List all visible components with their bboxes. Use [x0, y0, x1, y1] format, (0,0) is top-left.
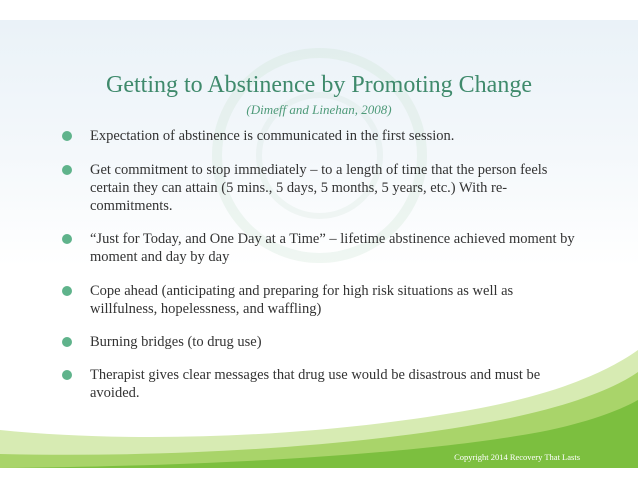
bullet-item	[62, 127, 582, 145]
bullet-dot-icon	[62, 337, 72, 347]
bullet-text: “Just for Today, and One Day at a Time” – lifetime abstinence achieved moment by moment and day by day	[90, 231, 575, 265]
bullet-dot-icon	[62, 165, 72, 175]
bullet-item	[62, 230, 582, 266]
bullet-item	[62, 333, 582, 351]
bullet-item	[62, 366, 582, 402]
bullet-dot-icon	[62, 370, 72, 380]
bullet-item	[62, 161, 582, 215]
bullet-item	[62, 282, 582, 318]
bullet-dot-icon	[62, 286, 72, 296]
slide-subtitle: (Dimeff and Linehan, 2008)	[246, 102, 392, 117]
slide-title: Getting to Abstinence by Promoting Change	[106, 72, 532, 98]
bullet-text: Burning bridges (to drug use)	[90, 334, 262, 350]
bullet-text: Get commitment to stop immediately – to a length of time that the person feels certain they can attain (5 mins., 5 days, 5 months, 5 years, etc.) With re-commitments.	[90, 162, 548, 214]
bullet-text: Expectation of abstinence is communicated in the first session.	[90, 128, 455, 144]
bullet-dot-icon	[62, 131, 72, 141]
bullet-text: Cope ahead (anticipating and preparing for high risk situations as well as willfulness, hopelessness, and waffling)	[90, 283, 514, 317]
copyright-text: Copyright 2014 Recovery That Lasts	[454, 452, 580, 462]
bullet-list	[62, 127, 582, 402]
slide	[0, 20, 638, 468]
bullet-text: Therapist gives clear messages that drug use would be disastrous and must be avoided.	[90, 367, 541, 401]
bullet-dot-icon	[62, 234, 72, 244]
